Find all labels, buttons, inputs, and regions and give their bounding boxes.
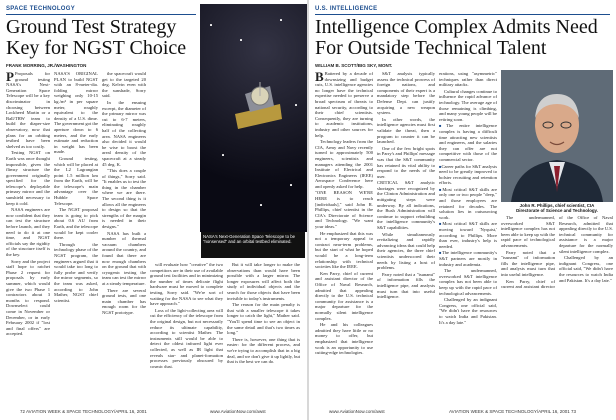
byline: FRANK MORRING, JR./WASHINGTON — [6, 63, 87, 68]
paragraph: "ONE REASON WE'RE HERE is to reach [individuals]," said John R. Phillips, chief scientist in the CIA's Directorate of Science and Technology. "We want your ideas." — [315, 190, 373, 230]
paragraph: will evaluate how "creative" the two competitors are in their use of available ground test facilities and in minimizing the number of times delicate flight hardware must be moved to complete testing, Sorry said. "We're sort of waiting for the NASA to see what they have approach." — [150, 262, 223, 307]
paragraph: Technology leaders from the CIA, Army and Navy recently turned to approximately 500 engineers, scientists and managers attending the 2001 Institute of Electrical and Electronics Engineers (IEEE) Aerospace Conference here and openly asked for help. — [315, 139, 373, 189]
paragraph: B Battered by a decade of downsizing and budget cuts, U.S. intelligence agencies no longer have the technical expertise needed to preserve a broad spectrum of threats to national security, according to their chief scientists. Consequently, they are turning to academic institutions, industry and other sources for help. — [315, 71, 373, 138]
list-item: ■ Most critical S&T skills are moving toward 'Nyquist,' according to Phillips. More than ever, industry's help is needed. — [439, 221, 497, 249]
left-page — [0, 0, 307, 420]
paragraph: Testing NGST on Earth was once thought impossible, given the flimsy structure the government originally specified for the telescope's deployable primary mirror and the sunshield necessary to keep it cold. — [6, 150, 50, 206]
paragraph: CRITICAL S&T analytic shortages were recognized by the Clinton Administration and mitigating steps were underway. By all indications, the Bush Administration will continue to support rebuilding the intelligence community's S&T capabilities. — [377, 180, 435, 231]
drop-cap: B — [315, 71, 324, 84]
headline-line-2: Key for NGST Choice — [6, 37, 187, 59]
article-column-1 — [315, 71, 373, 401]
paragraph: NASA'S ORIGINAL PLAN to build NGST with an 8-meter-dia. folding mirror weighing only 10-15 kg./m² in per square meter, roughly equivalent to the density of a U.S. dime. The government got the aperture down to 6 meters, and the early estimate and reduction in weight has been made. — [54, 71, 98, 155]
paragraph: In the ensuing excerpt, the diameter of the primary mirror was cut to 6-7 meters, eliminating roughly half of the collecting area. NASA engineers also decided it would be wise to boost the areal density of the spacecraft at a steady 45 deg. K. — [102, 99, 146, 167]
photo-caption: NASA's Next-Generation Space Telescope to be "nonsensed" and an orbital testbed eliminated. — [201, 232, 305, 258]
paragraph: Challenged by an indignant Congress, one official said, "We didn't have the resources to watch India and Pakistan. It's a day late." — [559, 255, 613, 283]
headline — [6, 17, 201, 59]
star — [290, 184, 292, 186]
paragraph: S&T analysis typically assess the technical prowess of foreign nations, and components of their expert is a mandatory step before the Defense Dept. can justify acquiring a new weapon system. — [377, 71, 435, 116]
section-rule — [6, 14, 196, 15]
spacecraft-illustration — [230, 74, 285, 134]
portrait-illustration — [501, 70, 613, 202]
footer-url: www.AviationNow.com/awst — [329, 409, 385, 414]
paragraph: The reason for the main penalty is that with a smaller telescope it takes longer to catch the light," Mather said. "You'll spend time to see an object in the same detail and that's two times as long." — [227, 302, 300, 336]
list-item: ■ The intelligence community's S&T partners are mostly in industry and academia. — [439, 250, 497, 267]
star — [280, 19, 282, 21]
section-label: SPACE TECHNOLOGY — [6, 6, 76, 12]
paragraph: erations, using "asymmetric" techniques rather than direct military attacks. — [439, 71, 497, 88]
portrait-photo — [501, 70, 613, 202]
paragraph: Cultural changes continue to influence the rapid advance of technology. The average age of those remaining is climbing, and many young people will be retiring soon. — [439, 88, 497, 122]
article-column-3 — [439, 71, 497, 401]
paragraph: Loss of the light-collecting area will cut the efficiency of the telescope from the original design, but not necessarily reduce its ultimate capability, according to scientist Mather. The instruments still would be able to detect the oldest infrared light ever collected, as well as IR light that reveals star- and planet-formation processes previously obscured by cosmic dust. — [150, 307, 223, 369]
paragraph: In other words, the intelligence agencies must first validate the threat, then a program to counter it can be launched. — [377, 116, 435, 145]
article-column-2 — [54, 71, 98, 401]
paragraph: Ken Parry, chief of current and assistant director of the Office of Naval Research, admitted that appealing directly to the U.S. technical community for assistance is a major departure for the normally silent intelligence complex. — [501, 215, 613, 290]
paragraph: NASA has built a number of thermal vacuum chambers around the country, and found that there are now enough chambers on the ground that with cryogenic testing the team can test the mirror at a steady temperature. — [102, 230, 146, 286]
list-item: ■ The entire intelligence complex is having a difficult time attracting new scientists and engineers, and the salaries they can offer are not competitive with those of the commercial sector. — [439, 123, 497, 162]
drop-cap: P — [6, 71, 14, 84]
paragraph: "This does a couple of things," Sorry said. "It enables us to test the thing in the chamber where we are there. The second thing is it allows all the engineers to design so that the strengths of the margin is needed in their designs." — [102, 168, 146, 230]
headline-line-1: Intelligence Complex Admits Need — [315, 16, 598, 38]
footer-url: www.AviationNow.com/awst — [210, 409, 266, 414]
star — [260, 204, 262, 206]
paragraph: There is, however, one thing that is easier: for the different process, and we're trying to accomplish that in a big deal, and we don't give it up lightly, but that is the best we can do. — [227, 336, 300, 365]
headline — [315, 17, 615, 59]
paragraph: the spacecraft would get to the targeted 20 deg. Kelvin even with the sunshade, Sorry said. — [102, 71, 146, 99]
article-column-3 — [102, 71, 146, 401]
byline: WILLIAM B. SCOTT/BIG SKY, MONT. — [315, 63, 393, 68]
section-label: U.S. INTELLIGENCE — [315, 6, 378, 12]
bullet-list — [439, 123, 497, 267]
paragraph: NASA engineers are now confident that they can test the structure before launch, and they need to do it at one time, and NGST officials say the rigidity of the structure itself is the key. — [6, 207, 50, 257]
article-column-2 — [377, 71, 435, 401]
section-rule — [315, 14, 610, 15]
star — [222, 154, 224, 156]
paragraph: Sorry and the project staff hope to ratchet Phase 2 request for proposals by early summer, which would give the two Phase 1 contractors about 3 months to respond. Downselect could come in November or December, or in early February 2002 if "lost and final offers" are accepted. — [6, 258, 50, 337]
telescope-photo — [200, 4, 307, 232]
paragraph: Through the technology phase of the NGST program, the engineers argued that it would take too long to fully probe and verify the mirror segments, so the team was asked, according to John Mather, NGST chief scientist. — [54, 241, 98, 303]
paragraph: While simultaneously revitalizing and rapidly advancing ideas that could help their agencies, the three chief scientists underscored their needs by listing a host of problems. — [377, 231, 435, 271]
paragraph: The undermanned, overworked S&T intelligence complex has not been able to keep up with the rapid pace of technological advancements. — [501, 215, 555, 248]
paragraph: Ken Parry, chief of current and assistant director of the Office of Naval Research, admitted that appealing directly to the U.S. technical community for assistance is a major departure for the normally silent intelligence complex. — [315, 270, 373, 321]
star — [295, 104, 297, 106]
paragraph: Parry noted that a "tsunami" of information fills the intelligence pipe, and analysts must turn that into useful intelligence. — [501, 249, 555, 277]
footer: AVIATION WEEK & SPACE TECHNOLOGY/APRIL 16, 2001 73 — [449, 409, 577, 414]
headline-line-2: For Outside Technical Talent — [315, 37, 547, 59]
paragraph: He emphasized that this was not a temporary appeal to contract near-term problems, but the start of what he hoped would be a long-term relationship with technical societies like the IEEE. — [315, 230, 373, 270]
list-item: ■ Career paths for S&T analysts need to be greatly improved to bolster recruiting and retention efforts. — [439, 164, 497, 186]
paragraph: There are several ground tests, and one main chamber has enough room for the NGST prototype. — [102, 287, 146, 315]
headline-line-1: Ground Test Strategy — [6, 16, 177, 38]
paragraph: The NGST proposal team is going to pick about 0.6 AU from Earth, and the telescope would be kept cooler there. — [54, 207, 98, 241]
paragraph: But it will take longer to make the observations than would have been possible with a larger mirror. The longer exposures will affect both the study of individual objects and the search for those objects that have been invisible to today's instruments. — [227, 262, 300, 301]
article-column-4 — [150, 262, 300, 402]
paragraph: Challenged by an indignant Congress, one official said, "We didn't have the resources to watch India and Pakistan. It's a day late." — [439, 297, 497, 325]
paragraph: P Proposals for ground testing NASA's Next-Generation Space Telescope will be a key discriminator in choosing between Lockheed Martin or a Ball/TRW team to build the diaper-size observatory, now that plans for an orbiting testbed have been shelved as too costly. — [6, 71, 50, 149]
article-column-4 — [501, 215, 613, 400]
star — [210, 24, 212, 26]
paragraph: Parry noted that a "tsunami" of information fills the intelligence pipe, and analysts must turn that into useful intelligence. — [377, 271, 435, 300]
paragraph: He and his colleagues admitted they have little or no money to offer, but emphasized that intelligence work is an opportunity to use cutting-edge technologies. — [315, 322, 373, 356]
paragraph: Ground testing, which will be placed at the L2 Lagrangian point 1.5 million km from the Earth, will be the telescope's main advantage over the Hubble Space Telescope. — [54, 155, 98, 206]
paragraph: One of the few bright spots in Parry's and Phillips' message was that the S&T community has retained its vital ability to respond to the needs of the user. — [377, 145, 435, 179]
portrait-caption: John R. Phillips, chief scientist, CIA Directorate of Science and Technology. — [516, 203, 598, 214]
star — [240, 39, 242, 41]
right-page — [309, 0, 616, 420]
article-column-1 — [6, 71, 50, 401]
footer: 72 AVIATION WEEK & SPACE TECHNOLOGY/APRIL 16, 2001 — [20, 409, 147, 414]
list-item: ■ Most critical S&T skills are only one or two people "deep," and those employees are retained for decades. The solution lies in outsourcing work. — [439, 187, 497, 221]
paragraph: The undermanned, overworked S&T intelligence complex has not been able to keep up with the rapid pace of technological advancements. — [439, 268, 497, 296]
